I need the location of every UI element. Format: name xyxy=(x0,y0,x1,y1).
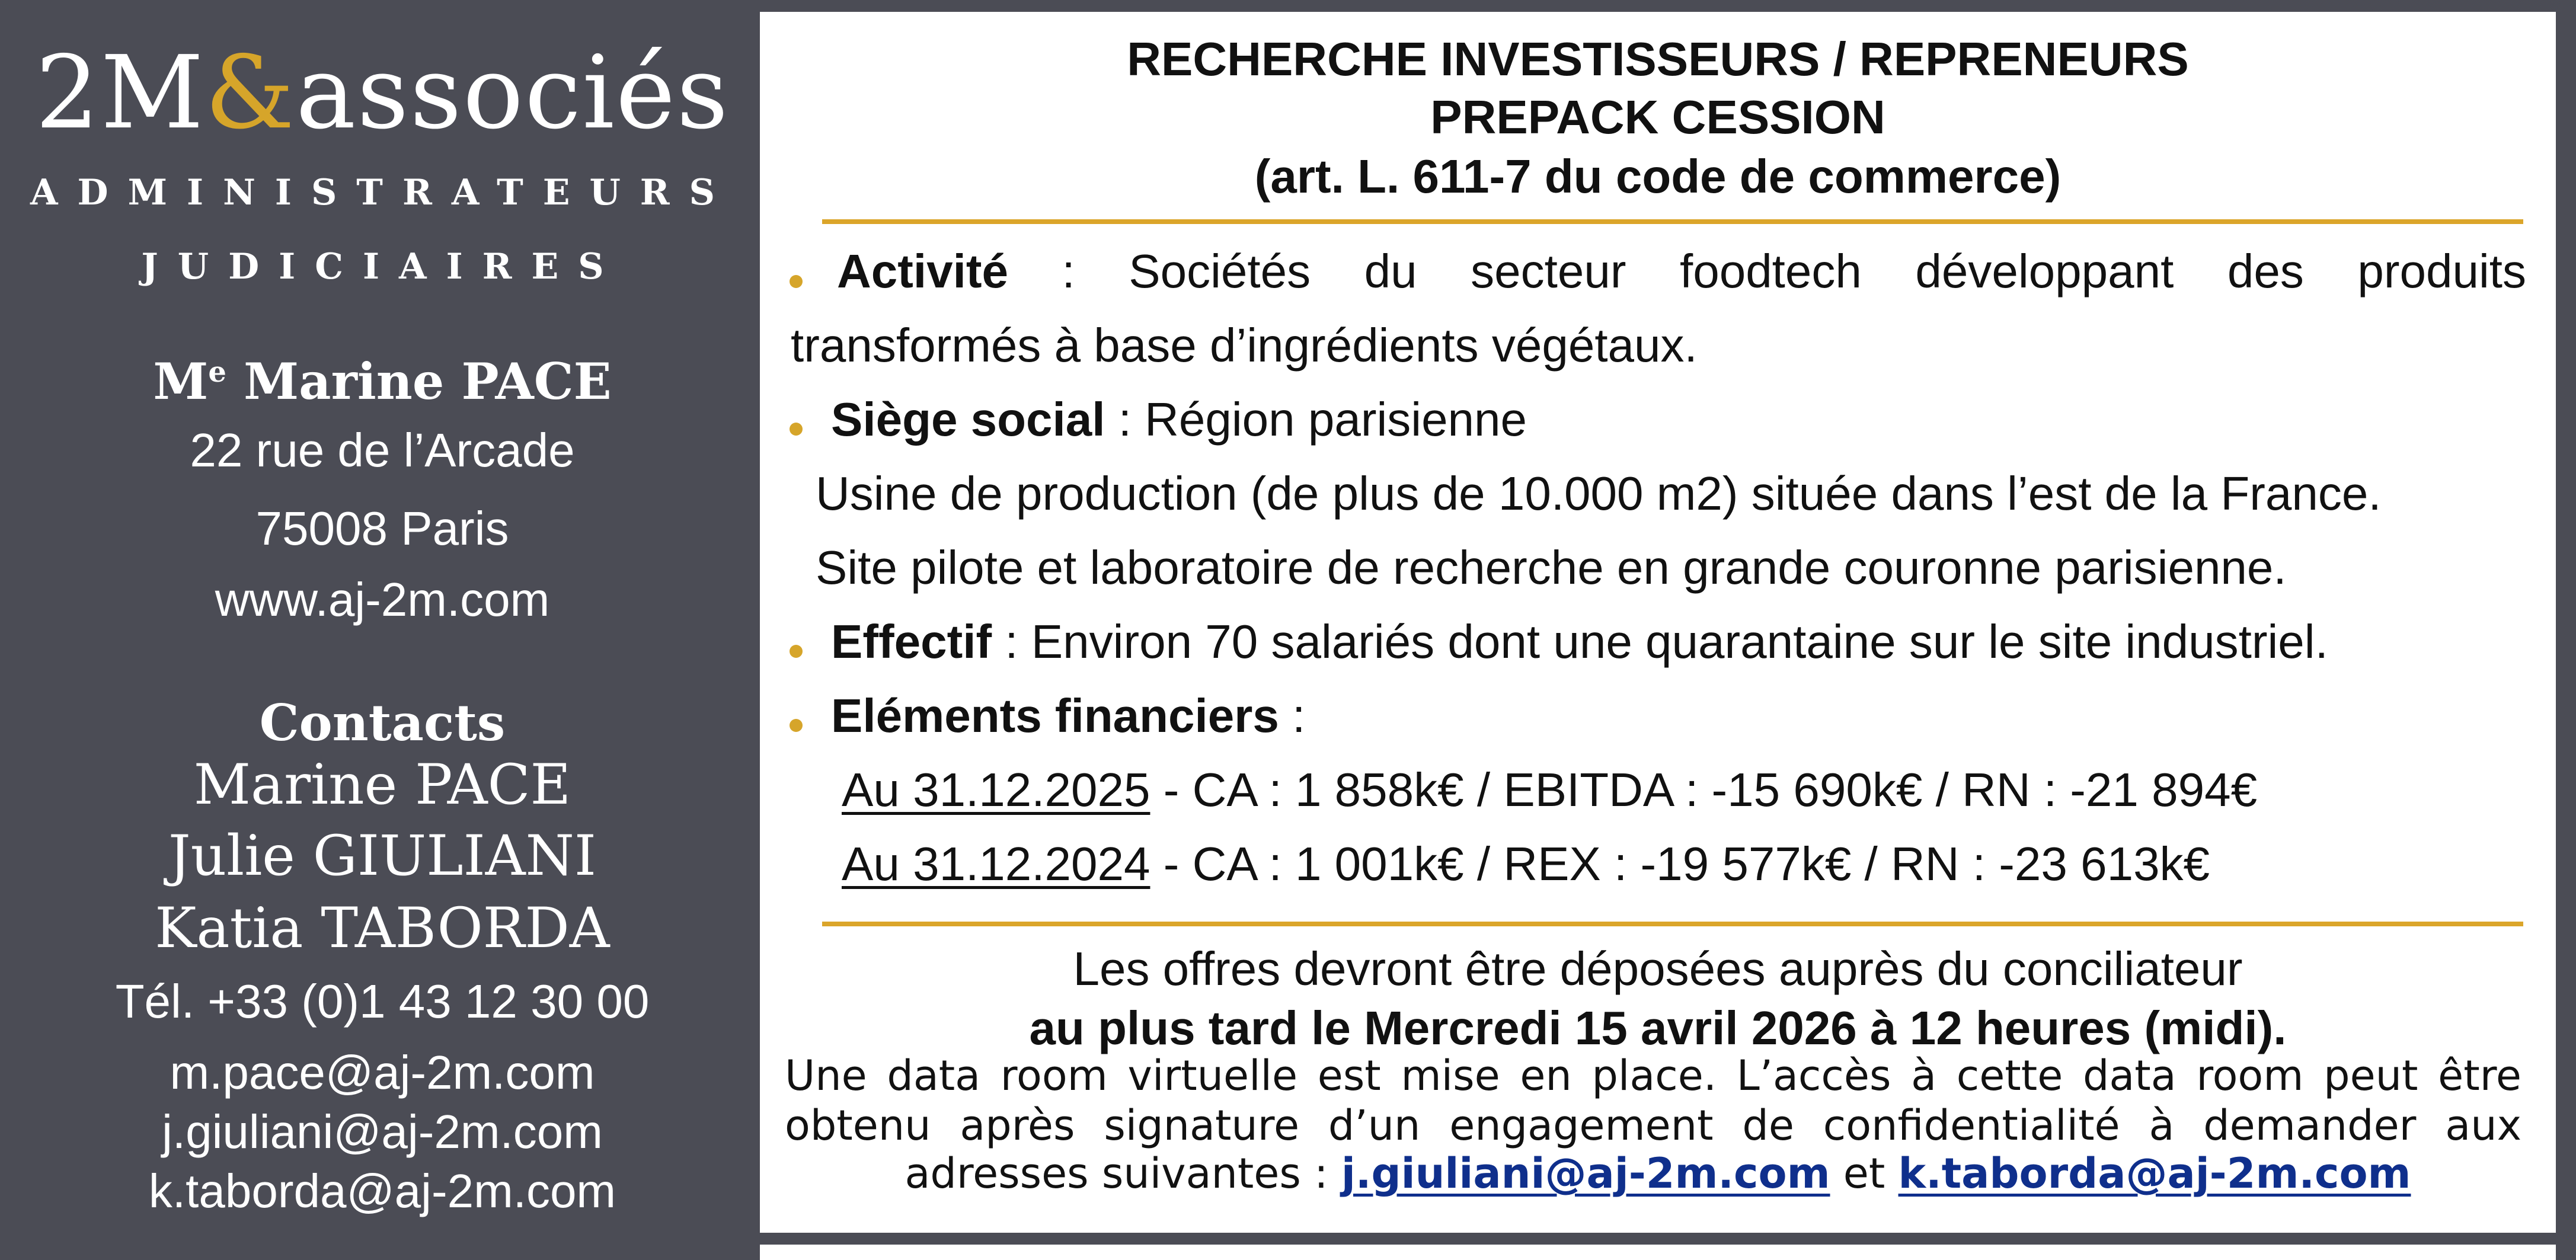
bullet-icon xyxy=(790,275,803,288)
activite-line-2: transformés à base d’ingrédients végétaux. xyxy=(791,319,1698,372)
firm-panel xyxy=(0,0,765,1260)
siege-line-1 xyxy=(831,390,1527,449)
siege-line-3: Site pilote et laboratoire de recherche en grande couronne parisienne. xyxy=(816,541,2287,594)
offers-line-1: Les offres devront être déposées auprès du conciliateur xyxy=(1073,942,2243,995)
finance-2025-date: Au 31.12.2025 xyxy=(842,763,1150,816)
contacts-title: Contacts xyxy=(259,693,506,752)
siege-label: Siège social xyxy=(831,393,1105,446)
finance-2024-date: Au 31.12.2024 xyxy=(842,837,1150,890)
siege-line-2: Usine de production (de plus de 10.000 m2) située dans l’est de la France. xyxy=(816,467,2382,520)
name-sup: e xyxy=(208,356,226,389)
bottom-strip xyxy=(760,1245,2556,1260)
dataroom-email-link[interactable]: k.taborda@aj-2m.com xyxy=(1898,1149,2411,1198)
divider-top xyxy=(822,219,2523,224)
finance-2025 xyxy=(842,760,2257,820)
finance-2024-text: - CA : 1 001k€ / REX : -19 577k€ / RN : -23 613k€ xyxy=(1150,837,2210,890)
offers-deadline: au plus tard le Mercredi 15 avril 2026 à 12 heures (midi). xyxy=(1029,1002,2287,1054)
dataroom-line-3 xyxy=(760,1149,2556,1198)
firm-logo xyxy=(0,34,765,152)
subtitle-judiciaires: JUDICIAIRES xyxy=(141,246,624,287)
finance-line xyxy=(831,686,1305,746)
activite-line-1 xyxy=(837,242,2526,301)
effectif-line xyxy=(831,612,2328,671)
website-link[interactable]: www.aj-2m.com xyxy=(215,573,550,626)
dataroom-line-2: obtenu après signature d’un engagement de confidentialité à demander aux xyxy=(785,1101,2521,1150)
title-line-3: (art. L. 611-7 du code de commerce) xyxy=(1254,150,2062,203)
finance-2024 xyxy=(842,834,2210,894)
dataroom-line-1: Une data room virtuelle est mise en place. L’accès à cette data room peut être xyxy=(785,1051,2521,1100)
phone-number: Tél. +33 (0)1 43 12 30 00 xyxy=(115,975,650,1028)
contact-name: Katia TABORDA xyxy=(155,896,610,961)
subtitle-administrateurs: ADMINISTRATEURS xyxy=(30,172,734,213)
logo-ampersand: & xyxy=(204,34,296,152)
address-street: 22 rue de l’Arcade xyxy=(190,424,575,477)
title-line-1: RECHERCHE INVESTISSEURS / REPRENEURS xyxy=(1127,33,2189,85)
logo-suffix: associés xyxy=(295,34,730,152)
contact-name: Marine PACE xyxy=(193,753,571,817)
finance-2025-text: - CA : 1 858k€ / EBITDA : -15 690k€ / RN : -21 894€ xyxy=(1150,763,2258,816)
activite-label: Activité xyxy=(837,245,1008,298)
bullet-icon xyxy=(790,719,803,732)
effectif-label: Effectif xyxy=(831,615,992,668)
email-link[interactable]: m.pace@aj-2m.com xyxy=(170,1046,595,1099)
dataroom-and: et xyxy=(1830,1149,1899,1198)
bullet-icon xyxy=(790,423,803,436)
finance-text: : xyxy=(1279,689,1306,742)
activite-text: : Sociétés du secteur foodtech développant des produits xyxy=(1008,245,2526,298)
administrator-name xyxy=(0,343,765,411)
name-prefix: M xyxy=(153,352,209,411)
effectif-text: : Environ 70 salariés dont une quarantaine sur le site industriel. xyxy=(992,615,2328,668)
contact-name: Julie GIULIANI xyxy=(168,824,597,888)
offer-card xyxy=(760,12,2556,1233)
siege-text: : Région parisienne xyxy=(1105,393,1527,446)
bullet-icon xyxy=(790,645,803,658)
logo-prefix: 2M xyxy=(35,34,205,152)
dataroom-prefix: adresses suivantes : xyxy=(905,1149,1341,1198)
title-line-2: PREPACK CESSION xyxy=(1430,91,1885,143)
finance-label: Eléments financiers xyxy=(831,689,1279,742)
name-rest: Marine PACE xyxy=(226,352,612,411)
address-city: 75008 Paris xyxy=(255,502,509,555)
divider-bottom xyxy=(822,922,2523,926)
dataroom-email-link[interactable]: j.giuliani@aj-2m.com xyxy=(1341,1149,1830,1198)
email-link[interactable]: j.giuliani@aj-2m.com xyxy=(162,1105,603,1158)
email-link[interactable]: k.taborda@aj-2m.com xyxy=(148,1165,616,1217)
